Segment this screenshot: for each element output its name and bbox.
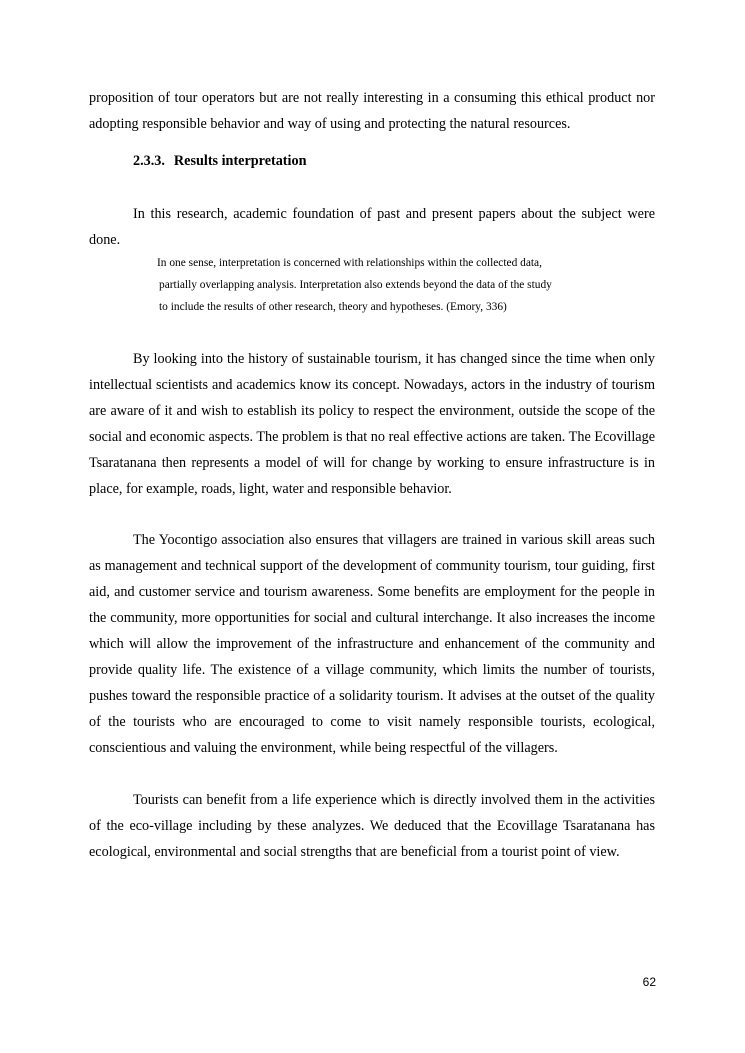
tourists-paragraph: Tourists can benefit from a life experience which is directly involved them in the activities of the eco-village including by these analyzes. We deduced that the Ecovillage Tsaratanana has ecological, environmental and social strengths that are beneficial from a tourist point of view.: [89, 792, 655, 860]
section-title: Results interpretation: [173, 153, 307, 169]
block-quote-line: partially overlapping analysis. Interpretation also extends beyond the data of the study: [159, 279, 552, 291]
section-number: 2.3.3.: [133, 153, 165, 169]
association-paragraph: The Yocontigo association also ensures that villagers are trained in various skill areas such as management and technical support of the development of community tourism, tour guiding, first aid, and customer service and tourism awareness. Some benefits are employment for the people in the community, more opportunities for social and cultural interchange. It also increases the income which will allow the improvement of the infrastructure and enhancement of the community and provide quality life. The existence of a village community, which limits the number of tourists, pushes toward the responsible practice of a solidarity tourism. It advises at the outset of the quality of the tourists who are encouraged to come to visit namely responsible tourists, ecological, conscientious and valuing the environment, while being respectful of the villagers.: [89, 532, 655, 756]
block-quote-line: to include the results of other research, theory and hypotheses. (Emory, 336): [159, 301, 507, 313]
section-heading: [133, 150, 306, 172]
intro-paragraph: In this research, academic foundation of past and present papers about the subject were done.: [89, 206, 655, 248]
history-paragraph: By looking into the history of sustainable tourism, it has changed since the time when only intellectual scientists and academics know its concept. Nowadays, actors in the industry of tourism are aware of it and wish to establish its policy to respect the environment, outside the scope of the social and economic aspects. The problem is that no real effective actions are taken. The Ecovillage Tsaratanana then represents a model of will for change by working to ensure infrastructure is in place, for example, roads, light, water and responsible behavior.: [89, 351, 655, 497]
carryover-paragraph: proposition of tour operators but are not really interesting in a consuming this ethical product nor adopting responsible behavior and way of using and protecting the natural resources.: [89, 90, 655, 132]
block-quote-line: In one sense, interpretation is concerned with relationships within the collected data,: [157, 257, 542, 269]
page-number: 62: [642, 975, 656, 989]
block-quote: [157, 252, 617, 318]
